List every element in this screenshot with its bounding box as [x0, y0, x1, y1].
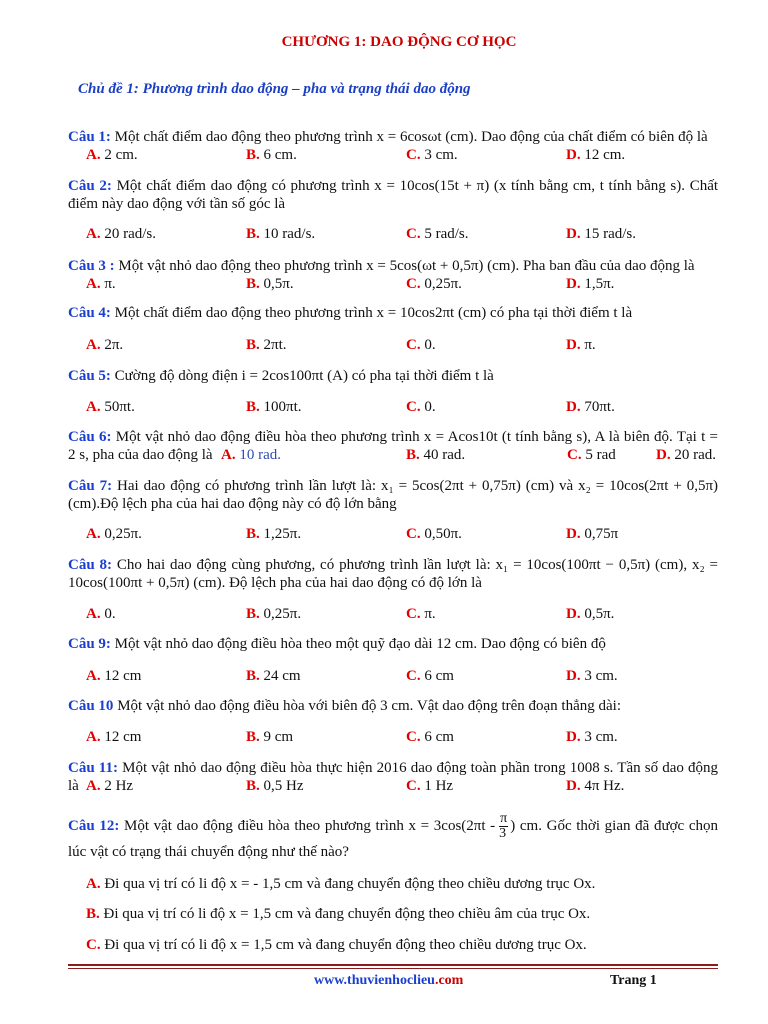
question-text: điểm này dao động với tần số góc là — [68, 196, 286, 212]
question-number: Câu 1: — [68, 129, 111, 145]
option-b — [246, 525, 301, 543]
option-letter: C. — [406, 147, 421, 163]
option-c — [406, 336, 436, 354]
question-text: là — [68, 778, 79, 794]
option-b — [246, 728, 293, 746]
option-text: 5 rad — [585, 447, 616, 463]
question-line — [68, 556, 718, 574]
option-text: π. — [584, 337, 596, 353]
option-text: 10 rad/s. — [263, 226, 316, 242]
option-d — [656, 446, 716, 464]
question-number: Câu 11: — [68, 760, 118, 776]
option-b — [246, 777, 304, 795]
chapter-title: CHƯƠNG 1: DAO ĐỘNG CƠ HỌC — [281, 34, 517, 50]
option-letter: A. — [86, 729, 101, 745]
option-d — [566, 146, 625, 164]
option-b — [246, 275, 294, 293]
question-text: ) cm. Gốc thời gian đã được chọn — [510, 818, 718, 834]
footer-rule — [68, 964, 718, 969]
option-text: 6 cm — [424, 668, 454, 684]
option-text: 0,5π. — [263, 276, 294, 292]
option-c — [406, 667, 454, 685]
question-text: Một chất điểm dao động có phương trình x = 10cos(15t + π) (x tính bằng cm, t tính bằng s). Chất — [116, 178, 719, 194]
option-letter: D. — [566, 147, 581, 163]
option-letter: B. — [246, 226, 260, 242]
option-a — [86, 777, 133, 795]
option-letter: D. — [566, 606, 581, 622]
option-text: 3 cm. — [584, 729, 618, 745]
option-d — [566, 605, 614, 623]
option-text: 6 cm — [424, 729, 454, 745]
question-text: Một chất điểm dao động theo phương trình x = 10cos2πt (cm) có pha tại thời điểm t là — [114, 305, 633, 321]
option-c — [567, 446, 616, 464]
option-text: Đi qua vị trí có li độ x = 1,5 cm và đang chuyển động theo chiều dương trục Ox. — [104, 937, 587, 953]
option-text: 5 rad/s. — [424, 226, 469, 242]
question-line — [68, 635, 718, 653]
fraction — [499, 812, 508, 841]
option-c — [406, 777, 453, 795]
option-text: 0,50π. — [424, 526, 462, 542]
option-letter: A. — [86, 399, 101, 415]
option-text: 1 Hz — [424, 778, 454, 794]
fraction-denominator: 3 — [499, 826, 507, 842]
option-text: 0,25π. — [263, 606, 302, 622]
option-text: 15 rad/s. — [584, 226, 637, 242]
site-link[interactable] — [314, 973, 463, 989]
option-letter: D. — [566, 668, 581, 684]
option-text: 3 cm. — [584, 668, 618, 684]
option-text: 6 cm. — [263, 147, 297, 163]
option-letter: D. — [566, 729, 581, 745]
option-text: 0,25π. — [104, 526, 142, 542]
question-number: Câu 8: — [68, 557, 113, 573]
question-number: Câu 4: — [68, 305, 111, 321]
option-letter: A. — [86, 147, 101, 163]
option-c — [406, 398, 436, 416]
option-a — [221, 446, 281, 464]
option-text: Đi qua vị trí có li độ x = 1,5 cm và đang chuyển động theo chiều âm của trục Ox. — [103, 906, 591, 922]
option-text: 0. — [104, 606, 116, 622]
option-letter: D. — [566, 778, 581, 794]
question-text: 2 s, pha của dao động là — [68, 447, 213, 463]
option-d — [566, 275, 614, 293]
option-text: 0. — [424, 399, 436, 415]
question-text: Một vật nhỏ dao động điều hòa với biên độ 3 cm. Vật dao động trên đoạn thẳng dài: — [117, 698, 621, 714]
option-letter: D. — [656, 447, 671, 463]
option-text: 4π Hz. — [584, 778, 625, 794]
question-text: 10cos(100πt + 0,5π) (cm). Độ lệch pha của hai dao động có độ lớn là — [68, 575, 482, 591]
option-letter: A. — [86, 876, 101, 892]
option-letter: A. — [86, 606, 101, 622]
option-letter: A. — [86, 526, 101, 542]
question-line — [68, 304, 718, 322]
site-name: www.thuvienhoclieu — [314, 973, 435, 988]
option-letter: D. — [566, 276, 581, 292]
option-d — [566, 398, 615, 416]
option-text: π. — [424, 606, 436, 622]
option-letter: C. — [406, 226, 421, 242]
question-line — [68, 257, 718, 275]
option-a — [86, 275, 116, 293]
question-number: Câu 6: — [68, 429, 112, 445]
option-d — [566, 777, 624, 795]
option-text: 12 cm. — [584, 147, 626, 163]
option-d — [566, 225, 636, 243]
fraction-numerator: π — [500, 811, 508, 827]
question-line — [68, 697, 718, 715]
option-a — [86, 728, 141, 746]
option-text: 0. — [424, 337, 436, 353]
question-text: Một vật nhỏ dao động điều hòa thực hiện 2016 dao động toàn phần trong 1008 s. Tần số dao động — [122, 760, 719, 776]
option-a — [86, 225, 156, 243]
page-number: Trang 1 — [610, 973, 657, 988]
option-letter: C. — [406, 337, 421, 353]
site-tld: .com — [434, 973, 464, 988]
option-a — [86, 525, 142, 543]
question-text: Một vật nhỏ dao động điều hòa theo một quỹ đạo dài 12 cm. Dao động có biên độ — [114, 636, 606, 652]
option-c — [406, 146, 458, 164]
option-letter: A. — [86, 778, 101, 794]
question-number: Câu 3 : — [68, 258, 115, 274]
option-d — [566, 525, 618, 543]
option-letter: B. — [406, 447, 420, 463]
option-letter: B. — [246, 606, 260, 622]
question-line — [68, 177, 718, 195]
option-c — [406, 225, 469, 243]
question-line — [68, 495, 718, 513]
option-text: 12 cm — [104, 729, 142, 745]
option-text: 2π. — [104, 337, 124, 353]
option-letter: B. — [246, 337, 260, 353]
option-text: 70πt. — [584, 399, 615, 415]
option-text: 20 rad. — [674, 447, 716, 463]
question-line — [68, 446, 718, 464]
option-letter: B. — [246, 276, 260, 292]
option-a — [86, 667, 141, 685]
option-letter: D. — [566, 526, 581, 542]
option-text: 1,25π. — [263, 526, 302, 542]
question-number: Câu 12: — [68, 818, 120, 834]
option-letter: C. — [406, 778, 421, 794]
option-letter: C. — [406, 276, 421, 292]
option-text: 12 cm — [104, 668, 142, 684]
option-c — [406, 728, 454, 746]
option-b — [246, 398, 302, 416]
option-letter: A. — [86, 337, 101, 353]
question-line — [68, 574, 718, 592]
option-letter: D. — [566, 399, 581, 415]
option-text: π. — [104, 276, 116, 292]
question-text: Một chất điểm dao động theo phương trình x = 6cosωt (cm). Dao động của chất điểm có biên độ là — [114, 129, 708, 145]
option-letter: D. — [566, 226, 581, 242]
question-text: Cường độ dòng điện i = 2cos100πt (A) có pha tại thời điểm t là — [114, 368, 494, 384]
option-letter: A. — [86, 276, 101, 292]
option-letter: D. — [566, 337, 581, 353]
option-c — [406, 275, 462, 293]
option-letter: B. — [246, 526, 260, 542]
question-number: Câu 7: — [68, 478, 113, 494]
option-letter: C. — [406, 729, 421, 745]
option-letter: B. — [246, 668, 260, 684]
option-letter: A. — [86, 226, 101, 242]
option-text: 100πt. — [263, 399, 302, 415]
question-line — [68, 477, 718, 495]
option-letter: B. — [246, 729, 260, 745]
option-text: Đi qua vị trí có li độ x = - 1,5 cm và đang chuyển động theo chiều dương trục Ox. — [104, 876, 596, 892]
option-b — [246, 146, 297, 164]
option-letter: C. — [406, 399, 421, 415]
option-b — [246, 336, 287, 354]
option-letter: A. — [221, 447, 236, 463]
option-text: 50πt. — [104, 399, 135, 415]
option-letter: C. — [406, 668, 421, 684]
question-text: Một vật nhỏ dao động điều hòa theo phương trình x = Acos10t (t tính bằng s), A là biên độ. Tại t = — [115, 429, 718, 445]
option-c — [406, 525, 462, 543]
option-a — [86, 146, 138, 164]
option-text: 1,5π. — [584, 276, 615, 292]
option-b — [86, 905, 590, 923]
option-text: 10 rad. — [239, 447, 281, 463]
question-number: Câu 10 — [68, 698, 114, 714]
question-text: Một vật nhỏ dao động theo phương trình x = 5cos(ωt + 0,5π) (cm). Pha ban đầu của dao động là — [118, 258, 695, 274]
option-a — [86, 875, 595, 893]
option-a — [86, 336, 123, 354]
question-line — [68, 195, 718, 213]
option-text: 24 cm — [263, 668, 301, 684]
option-letter: B. — [246, 147, 260, 163]
option-letter: B. — [246, 778, 260, 794]
option-text: 2 cm. — [104, 147, 138, 163]
question-number: Câu 2: — [68, 178, 112, 194]
option-text: 20 rad/s. — [104, 226, 157, 242]
option-c — [86, 936, 587, 954]
option-text: 2 Hz — [104, 778, 134, 794]
option-letter: C. — [86, 937, 101, 953]
option-d — [566, 728, 618, 746]
question-line — [68, 128, 718, 146]
question-line — [68, 367, 718, 385]
question-line — [68, 843, 718, 861]
question-text: Cho hai dao động cùng phương, có phương trình lần lượt là: x₁ = 10cos(100πt − 0,5π) (cm), x₂ = — [116, 557, 719, 573]
question-text: lúc vật có trạng thái chuyển động như thế nào? — [68, 844, 349, 860]
question-number: Câu 9: — [68, 636, 111, 652]
option-text: 0,5 Hz — [263, 778, 304, 794]
option-text: 3 cm. — [424, 147, 458, 163]
question-text: (cm).Độ lệch pha của hai dao động này có độ lớn bằng — [68, 496, 397, 512]
option-text: 0,5π. — [584, 606, 615, 622]
option-text: 2πt. — [263, 337, 287, 353]
question-text: Một vật dao động điều hòa theo phương trình x = 3cos(2πt - — [123, 818, 496, 834]
option-letter: C. — [406, 526, 421, 542]
option-letter: C. — [567, 447, 582, 463]
option-text: 0,75π — [584, 526, 619, 542]
option-a — [86, 605, 116, 623]
option-b — [406, 446, 465, 464]
option-b — [246, 667, 301, 685]
option-a — [86, 398, 135, 416]
option-letter: C. — [406, 606, 421, 622]
topic-title: Chủ đề 1: Phương trình dao động – pha và trạng thái dao động — [78, 81, 471, 97]
option-text: 40 rad. — [423, 447, 466, 463]
option-letter: B. — [86, 906, 100, 922]
option-b — [246, 225, 315, 243]
option-b — [246, 605, 301, 623]
option-text: 9 cm — [263, 729, 294, 745]
option-letter: B. — [246, 399, 260, 415]
option-text: 0,25π. — [424, 276, 462, 292]
question-line — [68, 428, 718, 446]
option-d — [566, 667, 618, 685]
option-d — [566, 336, 596, 354]
question-line — [68, 759, 718, 777]
option-c — [406, 605, 436, 623]
question-text: Hai dao động có phương trình lần lượt là: x₁ = 5cos(2πt + 0,75π) (cm) và x₂ = 10cos(2πt + 0,5π) — [117, 478, 719, 494]
question-line — [68, 811, 718, 842]
option-letter: A. — [86, 668, 101, 684]
question-number: Câu 5: — [68, 368, 111, 384]
